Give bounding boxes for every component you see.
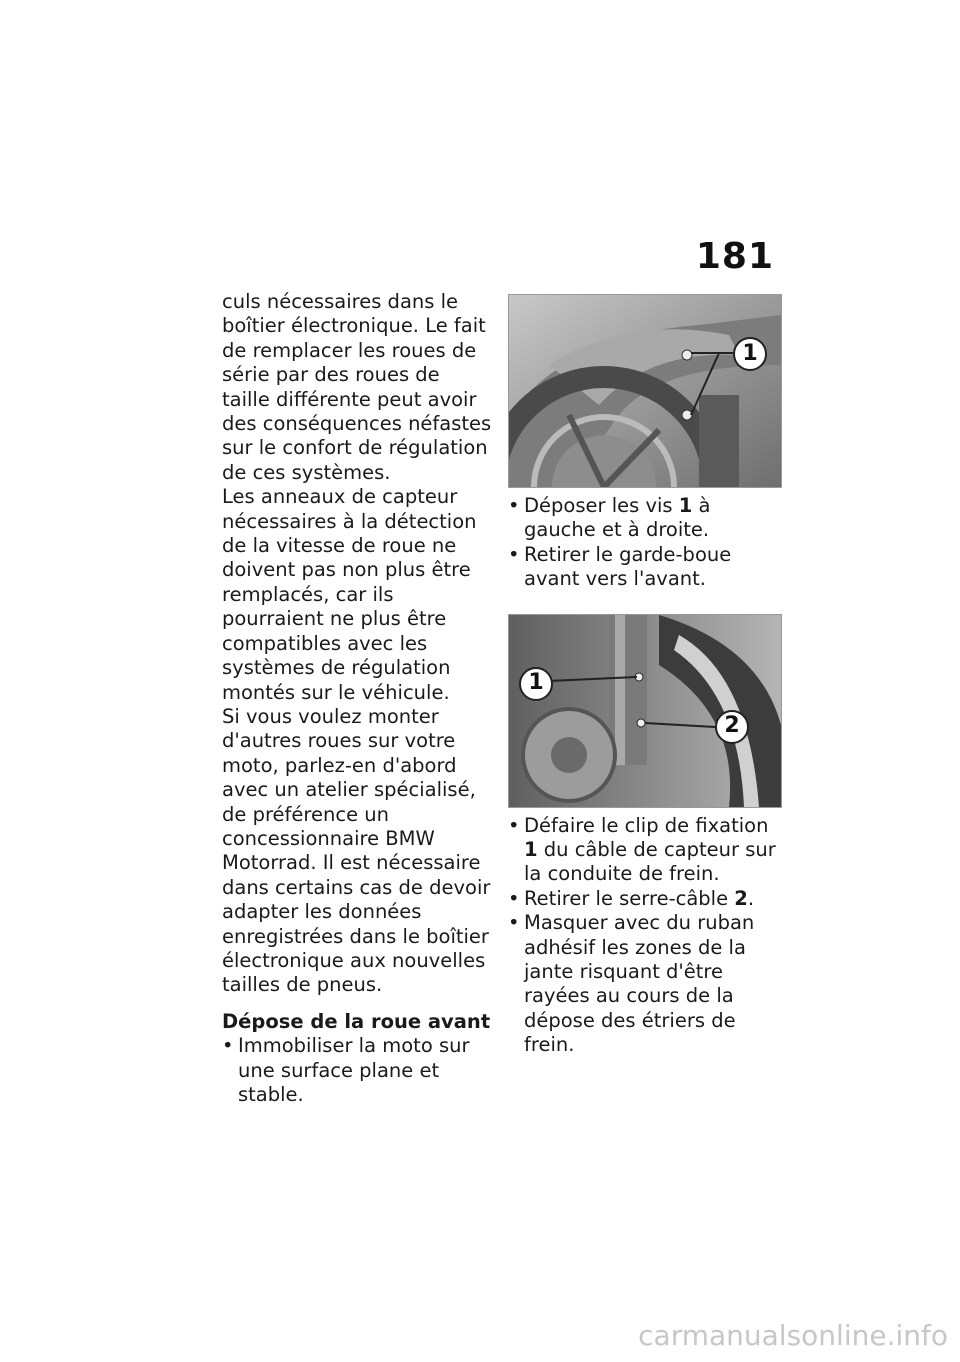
fork-illustration <box>509 615 781 807</box>
paragraph-dealer-advice: Si vous voulez monter d'autres roues sur votre moto, parlez-en d'abord avec un atelier spécialisé, de préférence un concessionnaire BMW Motorrad. Il est nécessaire dans certains cas de devoir adapter les données enregistrées dans le boîtier électronique aux nouvelles tailles de pneus. <box>222 704 491 997</box>
bullet-icon: • <box>508 542 520 566</box>
bullet-icon: • <box>508 813 520 837</box>
list-item-text: Défaire le clip de fixation 1 du câble de capteur sur la conduite de frein. <box>524 813 776 886</box>
list-item <box>222 1034 492 1107</box>
fender-illustration <box>509 295 781 487</box>
list-item-text: Masquer avec du ruban adhésif les zones de la jante risquant d'être rayées au cours de la dépose des étriers de frein. <box>524 911 755 1057</box>
fender-screws-photo <box>508 294 782 488</box>
list-item-text: Retirer le garde-boue avant vers l'avant. <box>524 542 732 591</box>
watermark-link[interactable]: carmanualsonline.info <box>638 1319 948 1352</box>
list-item <box>508 494 780 543</box>
bullet-icon: • <box>508 911 520 935</box>
list-item <box>508 543 780 592</box>
bullet-icon: • <box>508 494 520 517</box>
right-column <box>508 294 780 1058</box>
bullet-icon: • <box>222 1034 234 1058</box>
list-item-text: Retirer le serre-câble 2. <box>524 886 755 910</box>
left-column <box>222 290 492 1107</box>
paragraph-sensor-rings: Les anneaux de capteur nécessaires à la détection de la vitesse de roue ne doivent pas non plus être remplacés, car ils pourraient ne plus être compatibles avec les systèmes de régulation montés sur le véhicule. <box>222 485 477 704</box>
list-item-text: Déposer les vis 1 à gauche et à droite. <box>524 494 711 542</box>
bullet-icon: • <box>508 886 520 910</box>
list-item <box>508 887 780 911</box>
callout-1: 1 <box>519 667 553 701</box>
page-number: 181 <box>695 236 774 277</box>
list-item <box>508 911 780 1057</box>
callout-1: 1 <box>733 337 767 371</box>
list-item-text: Immobiliser la moto sur une surface plane et stable. <box>238 1034 470 1106</box>
list-item <box>508 814 780 887</box>
sensor-cable-photo <box>508 614 782 808</box>
callout-2: 2 <box>715 710 749 744</box>
paragraph-wheel-size: culs nécessaires dans le boîtier électronique. Le fait de remplacer les roues de série par des roues de taille différente peut avoir des conséquences néfastes sur le confort de régulation de ces systèmes. <box>222 290 492 484</box>
section-heading: Dépose de la roue avant <box>222 1009 491 1033</box>
